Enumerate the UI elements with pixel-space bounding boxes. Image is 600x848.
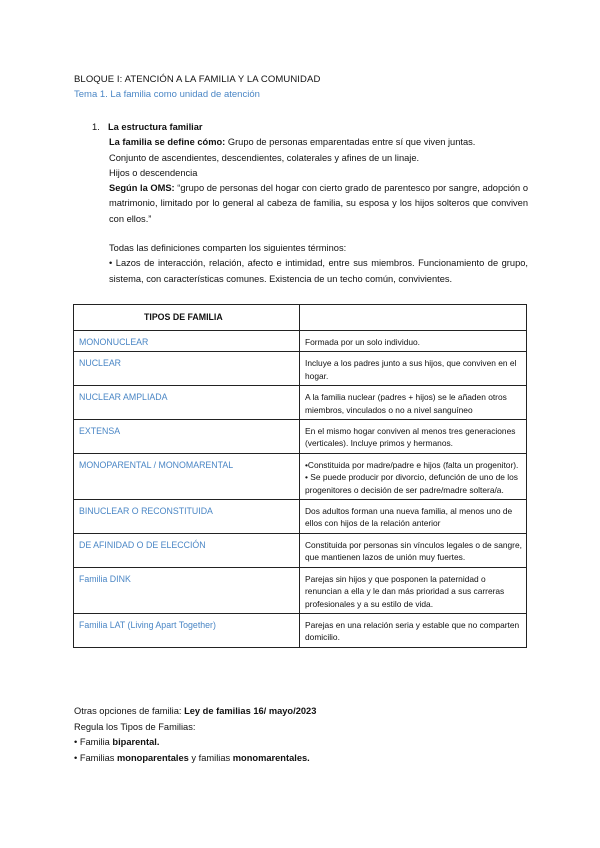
- family-type: Familia LAT (Living Apart Together): [74, 613, 300, 647]
- family-definition-part-2: • Se puede producir por divorcio, defunción de uno de los progenitores o decisión de ser padre/madre soltera/a.: [305, 472, 518, 495]
- table-row: [74, 500, 527, 534]
- bullet-biparental: [74, 735, 534, 751]
- family-definition: Incluye a los padres junto a sus hijos, que conviven en el hogar.: [300, 352, 527, 386]
- section-number: 1.: [92, 122, 100, 132]
- definition-line: [109, 135, 528, 150]
- after-table-notes: [74, 704, 534, 766]
- bullet-bold: monomarentales.: [232, 752, 310, 763]
- regula-line: Regula los Tipos de Familias:: [74, 721, 196, 732]
- table-header-definition: [300, 305, 527, 331]
- bullet-mid: y familias: [188, 752, 233, 763]
- family-definition-part-1: •Constituida por madre/padre e hijos (falta un progenitor).: [305, 459, 519, 470]
- bullet-bold: biparental.: [112, 737, 160, 747]
- terms-text: • Lazos de interacción, relación, afecto e intimidad, entre sus miembros. Funcionamiento de grupo, sistema, con características comunes. Existencia de un techo común, convivientes.: [109, 258, 528, 284]
- ley-familias: Ley de familias 16/ mayo/2023: [184, 706, 317, 716]
- bullet-monoparentales: [74, 751, 534, 767]
- table-row: [74, 613, 527, 647]
- table-row: [74, 567, 527, 613]
- terms-intro: Todas las definiciones comparten los siguientes términos:: [109, 243, 347, 254]
- definition-label: La familia se define cómo:: [109, 137, 226, 148]
- table-header-row: [74, 305, 527, 331]
- tema-subtitle: Tema 1. La familia como unidad de atención: [74, 89, 260, 100]
- definition-line-2: Conjunto de ascendientes, descendientes, colaterales y afines de un linaje.: [109, 152, 420, 163]
- family-definition: [300, 453, 527, 499]
- oms-definition: [109, 181, 528, 227]
- family-definition: Parejas en una relación seria y estable que no comparten domicilio.: [300, 613, 527, 647]
- section-title: La estructura familiar: [108, 122, 203, 132]
- oms-label: Según la OMS:: [109, 183, 175, 194]
- otras-opciones-line: [74, 704, 534, 720]
- family-type: NUCLEAR AMPLIADA: [74, 386, 300, 420]
- otras-prefix: Otras opciones de familia:: [74, 706, 185, 716]
- section-body: [109, 135, 528, 287]
- family-type: BINUCLEAR O RECONSTITUIDA: [74, 500, 300, 534]
- section-heading: [92, 120, 528, 135]
- table-row: [74, 386, 527, 420]
- definition-line-3: Hijos o descendencia: [109, 167, 198, 178]
- family-type: MONONUCLEAR: [74, 331, 300, 352]
- family-definition: Formada por un solo individuo.: [300, 331, 527, 352]
- table-row: [74, 352, 527, 386]
- family-type: NUCLEAR: [74, 352, 300, 386]
- section-estructura-familiar: [92, 120, 528, 287]
- family-definition: Parejas sin hijos y que posponen la paternidad o renuncian a ella y le dan más prioridad a sus carreras profesionales y a su estilo de vida.: [300, 567, 527, 613]
- family-type: EXTENSA: [74, 420, 300, 454]
- bullet-bold: monoparentales: [117, 752, 189, 763]
- family-definition: En el mismo hogar conviven al menos tres generaciones (verticales). Incluye primos y hermanos.: [300, 420, 527, 454]
- family-definition: Dos adultos forman una nueva familia, al menos uno de ellos con hijos de la relación anterior: [300, 500, 527, 534]
- family-type: DE AFINIDAD O DE ELECCIÓN: [74, 533, 300, 567]
- table-row: [74, 420, 527, 454]
- family-type: Familia DINK: [74, 567, 300, 613]
- block-title: BLOQUE I: ATENCIÓN A LA FAMILIA Y LA COMUNIDAD: [74, 74, 321, 85]
- family-definition: Constituida por personas sin vínculos legales o de sangre, que mantienen lazos de unión muy fuertes.: [300, 533, 527, 567]
- table-row: [74, 453, 527, 499]
- family-types-table: [73, 304, 527, 648]
- bullet-prefix: • Familias: [74, 752, 118, 763]
- table-row: [74, 533, 527, 567]
- table-header-type: TIPOS DE FAMILIA: [74, 305, 300, 331]
- definition-text: Grupo de personas emparentadas entre sí que viven juntas.: [225, 137, 476, 148]
- family-definition: A la familia nuclear (padres + hijos) se le añaden otros miembros, vinculados o no a nivel sanguíneo: [300, 386, 527, 420]
- oms-text: “grupo de personas del hogar con cierto grado de parentesco por sangre, adopción o matrimonio, limitado por lo general al cabeza de familia, su esposa y los hijos solteros que conviven con ellos.”: [109, 183, 528, 224]
- table-row: [74, 331, 527, 352]
- family-type: MONOPARENTAL / MONOMARENTAL: [74, 453, 300, 499]
- bullet-prefix: • Familia: [74, 737, 113, 747]
